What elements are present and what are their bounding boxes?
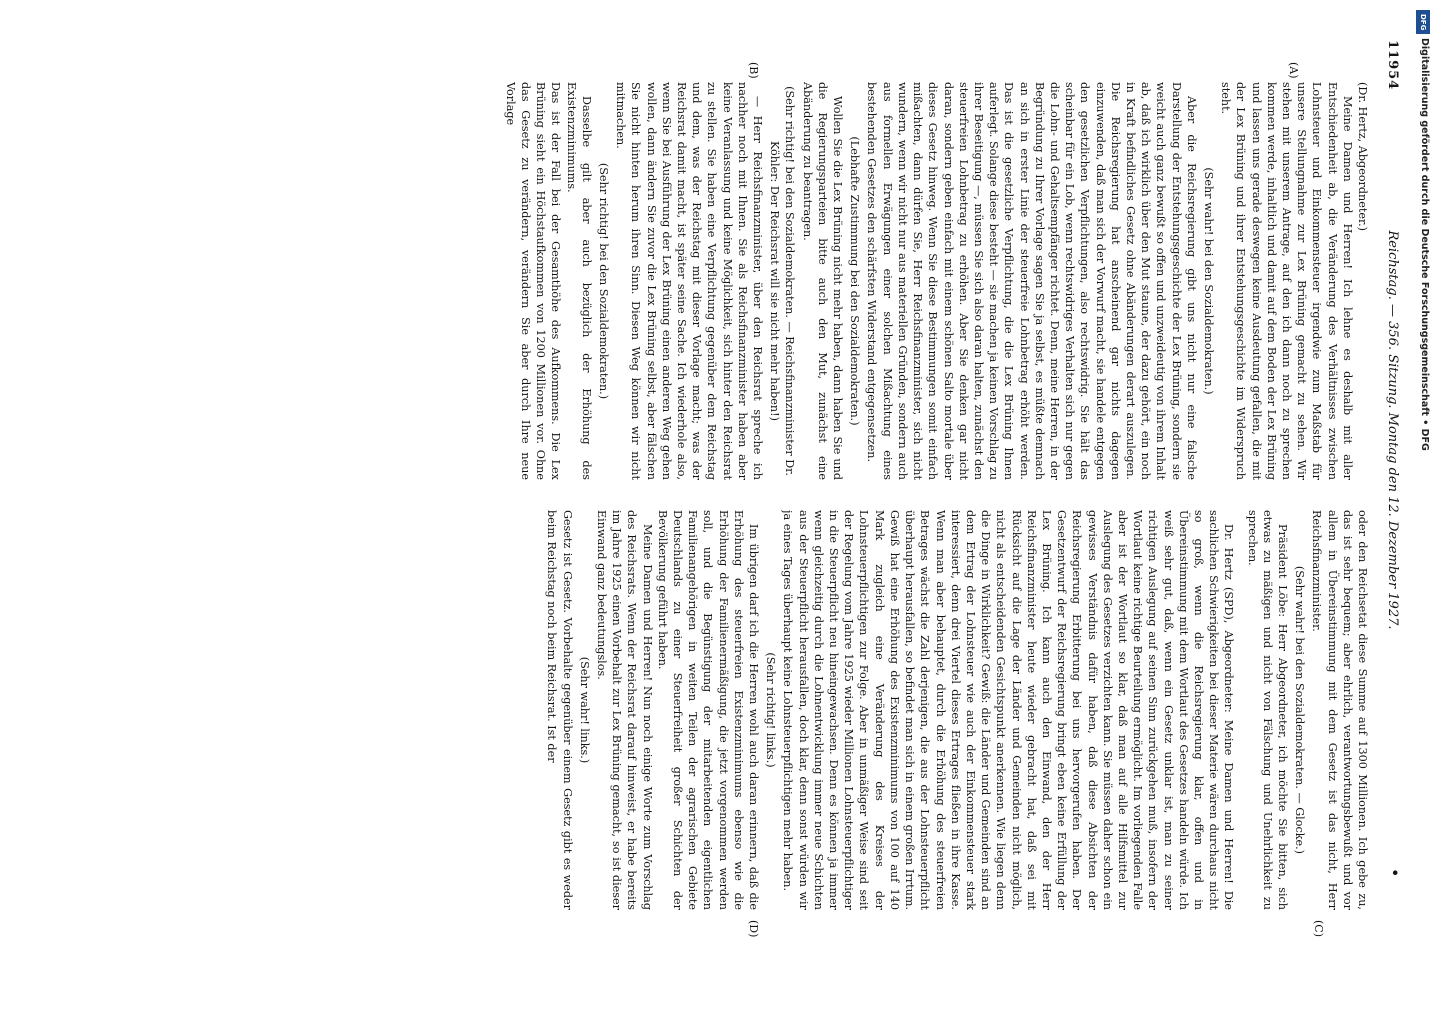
right-text-column bbox=[80, 510, 1370, 910]
paragraph: Wollen Sie die Lex Brüning nicht mehr haben, dann haben Sie und die Regierungsparteien bitte auch den Mut, zunächst eine Abänderung zu beantragen. bbox=[800, 82, 845, 480]
margin-mark-c: (C) bbox=[1312, 920, 1325, 937]
margin-mark-a: (A) bbox=[1287, 62, 1300, 79]
paragraph: Dasselbe gilt aber auch bezüglich der Erhöhung des Existenzminimums. bbox=[564, 82, 593, 480]
interjection: (Sehr wahr! bei den Sozialdemokraten.) bbox=[1201, 167, 1215, 395]
page-number: 11954 bbox=[1385, 40, 1400, 91]
paragraph: — Herr Reichsfinanzminister, über den Reichsrat spreche ich nachher noch mit Ihnen. Sie als Reichsfinanzminister haben aber keine Veranlassung und keine Möglichkeit, sich hinter den Reichsrat zu stellen. Sie haben eine Verpflichtung gegenüber dem Reichstag und dem, was der Reichstag mit dieser Vorlage macht; was der Reichsrat damit macht, ist später seine Sache. Ich wiederhole also, wenn Sie bei Ausführung der Lex Brüning einen anderen Weg gehen wollen, dann ändern Sie zuvor die Lex Brüning selbst, aber fälschen Sie nicht hinten herum ihren Sinn. Diesen Weg können wir nicht mitmachen. bbox=[614, 82, 765, 480]
margin-mark-d: (D) bbox=[747, 920, 760, 938]
dfg-logo: DFG bbox=[1416, 10, 1430, 34]
header-dot: • bbox=[1385, 868, 1404, 878]
paragraph: Dr. Hertz (SPD), Abgeordneter: Meine Damen und Herren! Die sachlichen Schwierigkeiten bei dieser Materie wären durchaus nicht so groß, wenn die Reichsregierung klar, offen und in Übereinstimmung mit dem Wortlaut des Gesetzes handeln würde. Ich weiß sehr gut, daß, wenn ein Gesetz unklar ist, man zu seiner richtigen Auslegung auf seinen Sinn zurückgehen muß, insofern der Wortlaut keine richtige Beurteilung ermöglicht. Im vorliegenden Falle aber ist der Wortlaut so klar, daß man auf alle Hilfsmittel zur Auslegung des Gesetzes verzichten kann. Sie müssen daher schon ein gewisses Verständnis dafür haben, daß diese Absichten der Reichsregierung Erbitterung bei uns hervorgerufen haben. Der Gesetzentwurf der Reichsregierung bringt eben keine Erfüllung der Lex Brüning. Ich kann auch den Einwand, den der Herr Reichsfinanzminister heute wieder gebracht hat, daß sei mit Rücksicht auf die Lage der Länder und Gemeinden nicht möglich, nicht als entscheidenden Gesichtspunkt anerkennen. Wie liegen denn die Dinge in Wirklichkeit? Gewiß: die Länder und Gemeinden sind an dem Ertrag der Lohnsteuer wie auch der Einkommensteuer stark interessiert, denn drei Viertel dieses Ertrages fließen in ihre Kasse. Wenn man aber behauptet, durch die Erhöhung des steuerfreien Betrages wächst die Zahl derjenigen, die aus der Lohnsteuerpflicht überhaupt herausfallen, so befindet man sich in einem großen Irrtum. Gewiß hat eine Erhöhung des Existenzminimums von 100 auf 140 Mark zugleich eine Veränderung des Kreises der Lohnsteuerpflichtigen zur Folge. Aber in unmäßiger Weise sind seit der Regelung vom Jahre 1925 wieder Millionen Lohnsteuerpflichtiger in die Steuerpflicht neu hineingewachsen. Denn es können ja immer wenn gleichzeitig durch die Lohnentwicklung immer neue Schichten aus der Steuerpflicht herausfallen, doch klar, denn sonst würden wir ja eines Tages überhaupt keine Lohnsteuerpflichtigen mehr haben. bbox=[781, 510, 1236, 910]
rotated-page bbox=[70, 40, 1404, 960]
paragraph: Gesetz ist Gesetz. Vorbehalte gegenüber einem Gesetz gibt es weder beim Reichstag noch beim Reichsrat. Ist der bbox=[545, 510, 574, 910]
digitization-credit: Digitalisierung gefördert durch die Deutsche Forschungsgemeinschaft • DFG bbox=[1419, 38, 1430, 451]
paragraph: Im übrigen darf ich die Herren wohl auch daran erinnern, daß die Erhöhung des steuerfreien Existenzminimums ebenso wie die Erhöhung der Familienermäßigung, die jetzt vorgenommen werden soll, und die Begünstigung der mitarbeitenden eigentlichen Familienangehörigen in weiten Teilen der agrarischen Gebiete Deutschlands zu einer Steuerfreiheit großer Schichten der Bevölkerung geführt haben. bbox=[655, 510, 761, 910]
paragraph: Meine Damen und Herren! Nun noch einige Worte zum Vorschlag des Reichsrats. Wenn der Reichsrat darauf hinweist, er habe bereits im Jahre 1925 einen Vorbehalt zur Lex Brüning gemacht, so ist dieser Einwand ganz bedeutungslos. bbox=[595, 510, 654, 910]
paragraph: Das ist der Fall bei der Gesamthöhe des Aufkommens. Die Lex Brüning sieht ein Höchstaufkommen von 1200 Millionen vor. Ohne das Gesetz zu verändern, verändern Sie aber durch Ihre neue Vorlage bbox=[503, 82, 563, 480]
speaker-line: (Dr. Hertz, Abgeordneter.) bbox=[1356, 82, 1369, 232]
interjection: (Sehr richtig! bei den Sozialdemokraten. — Reichsfinanzminister Dr. Köhler: Der Reichsrat will sie nicht mehr haben!) bbox=[768, 86, 797, 476]
page-title: Reichstag. — 356. Sitzung. Montag den 12. Dezember 1927. bbox=[1385, 230, 1400, 630]
margin-mark-b: (B) bbox=[747, 62, 760, 79]
left-text-column bbox=[80, 82, 1370, 480]
interjection: (Sehr richtig! links.) bbox=[764, 652, 778, 768]
interjection: (Sehr wahr! bei den Sozialdemokraten. — Glocke.) bbox=[1293, 565, 1307, 855]
paragraph: Präsident Löbe: Herr Abgeordneter, ich möchte Sie bitten, sich etwas zu mäßigen und nicht von Fälschung und Unehrlichkeit zu sprechen. bbox=[1245, 510, 1289, 910]
paragraph: oder den Reichsetat diese Summe auf 1300 Millionen. Ich gebe zu, das ist sehr bequem; aber ehrlich, verantwortungsbewußt und vor allem in Übereinstimmung mit dem Gesetz ist das nicht, Herr Reichsfinanzminister. bbox=[1310, 510, 1369, 910]
paragraph: Meine Damen und Herren! Ich lehne es deshalb mit aller Entschiedenheit ab, die Veränderung des Verhältnisses zwischen Lohnsteuer und Einkommensteuer irgendwie zum Maßstab für unsere Stellungnahme zur Lex Brüning gemacht zu sehen. Wir stehen mit unserem Antrage, auf den ich dann noch zu sprechen kommen werde, inhaltlich und damit auf dem Boden der Lex Brüning und lassen uns gerade deswegen keine Ausdeutung gefallen, die mit der Lex Brüning und ihrer Entstehungsgeschichte im Widerspruch steht. bbox=[1219, 82, 1354, 480]
page-header bbox=[1378, 40, 1404, 960]
dfg-side-strip bbox=[1416, 8, 1432, 993]
interjection: (Sehr richtig! bei den Sozialdemokraten.) bbox=[597, 162, 611, 400]
paragraph: Aber die Reichsregierung gibt uns nicht nur eine falsche Darstellung der Entstehungsgeschichte der Lex Brüning, sondern sie weicht auch ganz bewußt so offen und unzweideutig von ihrem Inhalt ab, daß ich wirklich über den Mut staune, der dazu gehört, ein noch in Kraft befindliches Gesetz ohne Abänderungen derart auszulegen. Die Reichsregierung hat anscheinend gar nichts dagegen einzuwenden, daß man sich der Vorwurf macht, sie handele entgegen den gesetzlichen Verpflichtungen, also rechtswidrig. Sie hält das scheinbar für ein Lob, wenn rechtswidriges Verhalten sich nur gegen die Lohn- und Gehaltsempfänger richtet. Denn, meine Herren, in der Begründung zu Ihrer Vorlage sagen Sie ja selbst, es müßte demnach an sich in erster Linie der steuerfreie Lohnbetrag erhöht werden. Das ist die gesetzliche Verpflichtung, die die Lex Brüning Ihnen auferlegt. Solange diese besteht — sie machen ja keinen Vorschlag zu ihrer Beseitigung —, müssen Sie sich also daran halten, zunächst den steuerfreien Lohnbetrag zu erhöhen. Aber Sie denken gar nicht daran, sondern geben einfach mit einem schönen Salto mortale über dieses Gesetz hinweg. Wenn Sie diese Bestimmungen somit einfach mißachten, dann dürfen Sie, Herr Reichsfinanzminister, sich nicht wundern, wenn wir nicht nur aus materiellen Gründen, sondern auch aus formellen Erwägungen einer solchen Mißachtung eines bestehenden Gesetzes den schärfsten Widerstand entgegensetzen. bbox=[865, 82, 1198, 480]
interjection: (Lebhafte Zustimmung bei den Sozialdemokraten.) bbox=[848, 136, 862, 426]
interjection: (Sehr wahr! links.) bbox=[577, 656, 591, 764]
